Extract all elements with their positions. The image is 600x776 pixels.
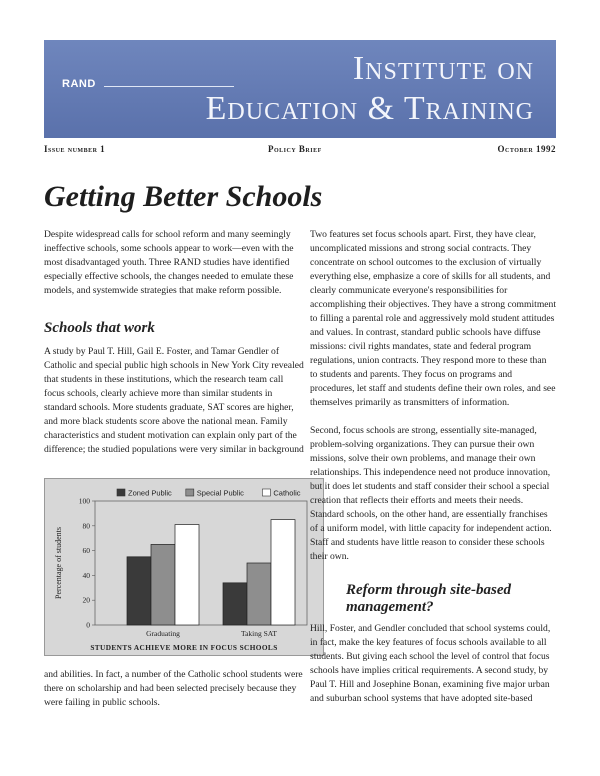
y-tick-label-60: 60 bbox=[82, 546, 90, 556]
section-heading-reform: Reform through site-based management? bbox=[346, 582, 512, 615]
chart-title: STUDENTS ACHIEVE MORE IN FOCUS SCHOOLS bbox=[90, 643, 278, 652]
legend-label-3: Catholic bbox=[273, 488, 301, 498]
legend-swatch-2 bbox=[186, 489, 194, 496]
publication-date: October 1992 bbox=[497, 144, 556, 154]
legend-swatch-3 bbox=[262, 489, 270, 496]
section1-paragraph-continued: and abilities. In fact, a number of the Catholic school students were there on scholarship and had been selected precisely because they were failing in public schools. bbox=[44, 669, 303, 708]
y-tick-label-80: 80 bbox=[82, 521, 90, 531]
issue-number: Issue number 1 bbox=[44, 144, 106, 154]
y-tick-label-40: 40 bbox=[82, 570, 90, 580]
banner-rule bbox=[104, 86, 234, 87]
bar-graduating-zoned-public bbox=[127, 557, 151, 625]
institute-title-line1: Institute on bbox=[352, 50, 534, 87]
intro-paragraph: Despite widespread calls for school reform and many seemingly ineffective schools, some schools appear to work—even with the most disadvantaged youth. Three RAND studies have identified especially effective schools, the changes needed to emulate these models, and systemwide strategies that make reform possible. bbox=[44, 229, 294, 296]
rand-logo: RAND bbox=[62, 78, 96, 90]
bar-graduating-special-public bbox=[151, 544, 175, 625]
x-category-label-2: Taking SAT bbox=[241, 629, 277, 638]
bar-taking-sat-zoned-public bbox=[223, 583, 247, 625]
chart-svg bbox=[45, 479, 323, 655]
y-axis-label: Percentage of students bbox=[54, 527, 63, 599]
legend-swatch-1 bbox=[117, 489, 125, 496]
y-tick-label-0: 0 bbox=[86, 620, 90, 630]
publication-type: Policy Brief bbox=[268, 144, 322, 154]
masthead-banner bbox=[44, 40, 556, 138]
section-heading-schools-that-work: Schools that work bbox=[44, 320, 155, 336]
right-paragraph-3: Hill, Foster, and Gendler concluded that school systems could, in fact, make the key features of focus schools available to all students. But giving each school the level of control that focus schools have implies critical requirements. A second study, by Paul T. Hill and Josephine Bonan, examining five major urban and suburban school systems that have adopted site-based bbox=[310, 623, 551, 704]
right-paragraph-2: Second, focus schools are strong, essentially site-managed, problem-solving organizations. They can pursue their own missions, solve their own problems, and manage their own relationships. This independence need not produce innovation, but it does let students and staff consider their school a special creation that reflects their efforts and meets their needs. Standard schools, on the other hand, are essentially franchises of a uniform model, with little capacity for independent action. Staff and students have little reason to consider these schools their own. bbox=[310, 425, 552, 562]
x-category-label-1: Graduating bbox=[146, 629, 180, 638]
page-title: Getting Better Schools bbox=[44, 180, 323, 213]
legend-label-1: Zoned Public bbox=[128, 488, 172, 498]
institute-title-line2: Education & Training bbox=[205, 90, 534, 127]
y-tick-label-20: 20 bbox=[82, 595, 90, 605]
bar-chart bbox=[44, 478, 324, 656]
bar-taking-sat-catholic bbox=[271, 520, 295, 625]
section1-paragraph: A study by Paul T. Hill, Gail E. Foster, and Tamar Gendler of Catholic and special public high schools in New York City revealed that students in these institutions, which the research team call focus schools, clearly achieve more than similar students in standard schools. More students graduate, SAT scores are higher, and more black students score above the national mean. Family characteristics and student motivation can explain only part of the difference; the studied populations were very similar in background bbox=[44, 346, 304, 455]
right-paragraph-1: Two features set focus schools apart. First, they have clear, uncomplicated missions and strong social contracts. They concentrate on school outcomes to the exclusion of virtually everything else, emphasize a core of skills for all students, and clearly communicate everyone's responsibilities for accomplishing their objectives. They have a strong commitment to filling a parental role and aggressively mold student attitudes and values. In contrast, standard public schools have diffuse missions: civil rights mandates, state and federal program regulations, union contracts. They respond more to these than to students and parents. They focus on programs and procedures, let staff and students define their own roles, and see themselves primarily as transmitters of information. bbox=[310, 229, 556, 408]
bar-taking-sat-special-public bbox=[247, 563, 271, 625]
y-tick-label-100: 100 bbox=[78, 496, 90, 506]
bar-graduating-catholic bbox=[175, 525, 199, 625]
legend-label-2: Special Public bbox=[196, 488, 244, 498]
